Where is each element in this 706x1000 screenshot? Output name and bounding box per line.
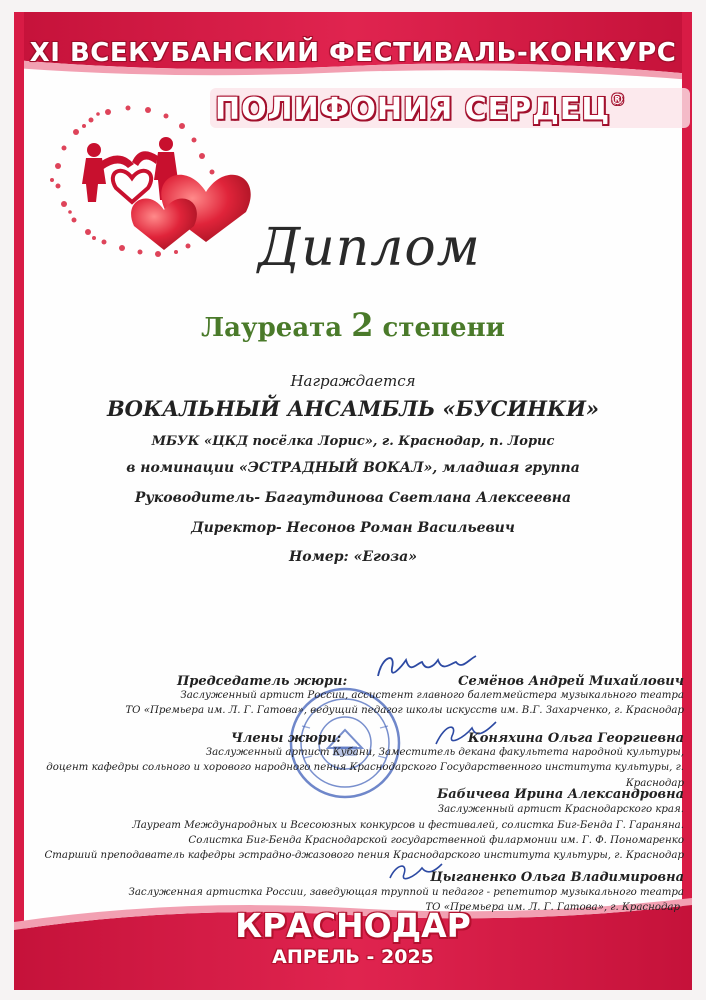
director: Директор- Несонов Роман Васильевич <box>191 520 515 536</box>
jury-member3-desc-2: ТО «Премьера им. Л. Г. Гатова», г. Краснодар <box>425 902 680 913</box>
footer-date: АПРЕЛЬ - 2025 <box>272 946 434 968</box>
jury-member2-desc-1: Заслуженный артист Краснодарского края. <box>437 804 684 815</box>
jury-chair-desc-1: Заслуженный артист России, ассистент главного балетмейстера музыкального театра <box>180 690 684 701</box>
footer-city: КРАСНОДАР <box>235 906 471 945</box>
jury-chair-role: Председатель жюри: <box>177 674 348 689</box>
festival-name <box>215 92 625 127</box>
jury-members-role: Члены жюри: <box>231 731 342 746</box>
organization: МБУК «ЦКД посёлка Лорис», г. Краснодар, п. Лорис <box>151 434 555 449</box>
jury-member2-name: Бабичева Ирина Александровна <box>437 787 684 802</box>
laureate-line <box>0 306 706 344</box>
jury-member2-desc-3: Солистка Биг-Бенда Краснодарской государственной филармонии им. Г. Ф. Пономаренко <box>188 835 684 846</box>
laureate-degree: 2 <box>351 306 374 344</box>
awarded-label: Награждается <box>290 372 416 390</box>
jury-member2-desc-2: Лауреат Международных и Всесоюзных конкурсов и фестивалей, солистка Биг-Бенда Г. Гараняна. <box>132 820 684 831</box>
nomination: в номинации «ЭСТРАДНЫЙ ВОКАЛ», младшая группа <box>126 460 580 476</box>
jury-member1-name: Коняхина Ольга Георгиевна <box>467 731 684 746</box>
jury-member3-name: Цыганенко Ольга Владимировна <box>430 870 684 885</box>
jury-chair-name: Семёнов Андрей Михайлович <box>458 674 684 689</box>
jury-member3-desc-1: Заслуженная артистка России, заведующая труппой и педагог - репетитор музыкального театра <box>128 887 684 898</box>
diploma-title: Диплом <box>258 218 481 278</box>
festival-name-text: ПОЛИФОНИЯ СЕРДЕЦ <box>215 92 611 127</box>
jury-chair-desc-2: ТО «Премьера им. Л. Г. Гатова», ведущий педагог школы искусств им. В.Г. Захарченко, г. Краснодар <box>125 705 684 716</box>
performance-number: Номер: «Егоза» <box>288 549 417 565</box>
leader: Руководитель- Багаутдинова Светлана Алексеевна <box>134 490 572 506</box>
jury-member2-desc-4: Старший преподаватель кафедры эстрадно-джазового пения Краснодарского института культуры, г. Краснодар <box>44 850 684 861</box>
laureate-suffix: степени <box>382 313 505 343</box>
jury-member1-desc-1: Заслуженный артист Кубани, Заместитель декана факультета народной культуры, <box>205 747 684 758</box>
jury-member1-desc-2: доцент кафедры сольного и хорового народного пения Краснодарского Государственного института культуры, г. Краснодар <box>46 762 684 789</box>
registered-mark: ® <box>610 92 626 108</box>
festival-title: XI ВСЕКУБАНСКИЙ ФЕСТИВАЛЬ-КОНКУРС <box>29 38 677 68</box>
ensemble-name: ВОКАЛЬНЫЙ АНСАМБЛЬ «БУСИНКИ» <box>106 396 600 421</box>
laureate-prefix: Лауреата <box>201 313 343 343</box>
